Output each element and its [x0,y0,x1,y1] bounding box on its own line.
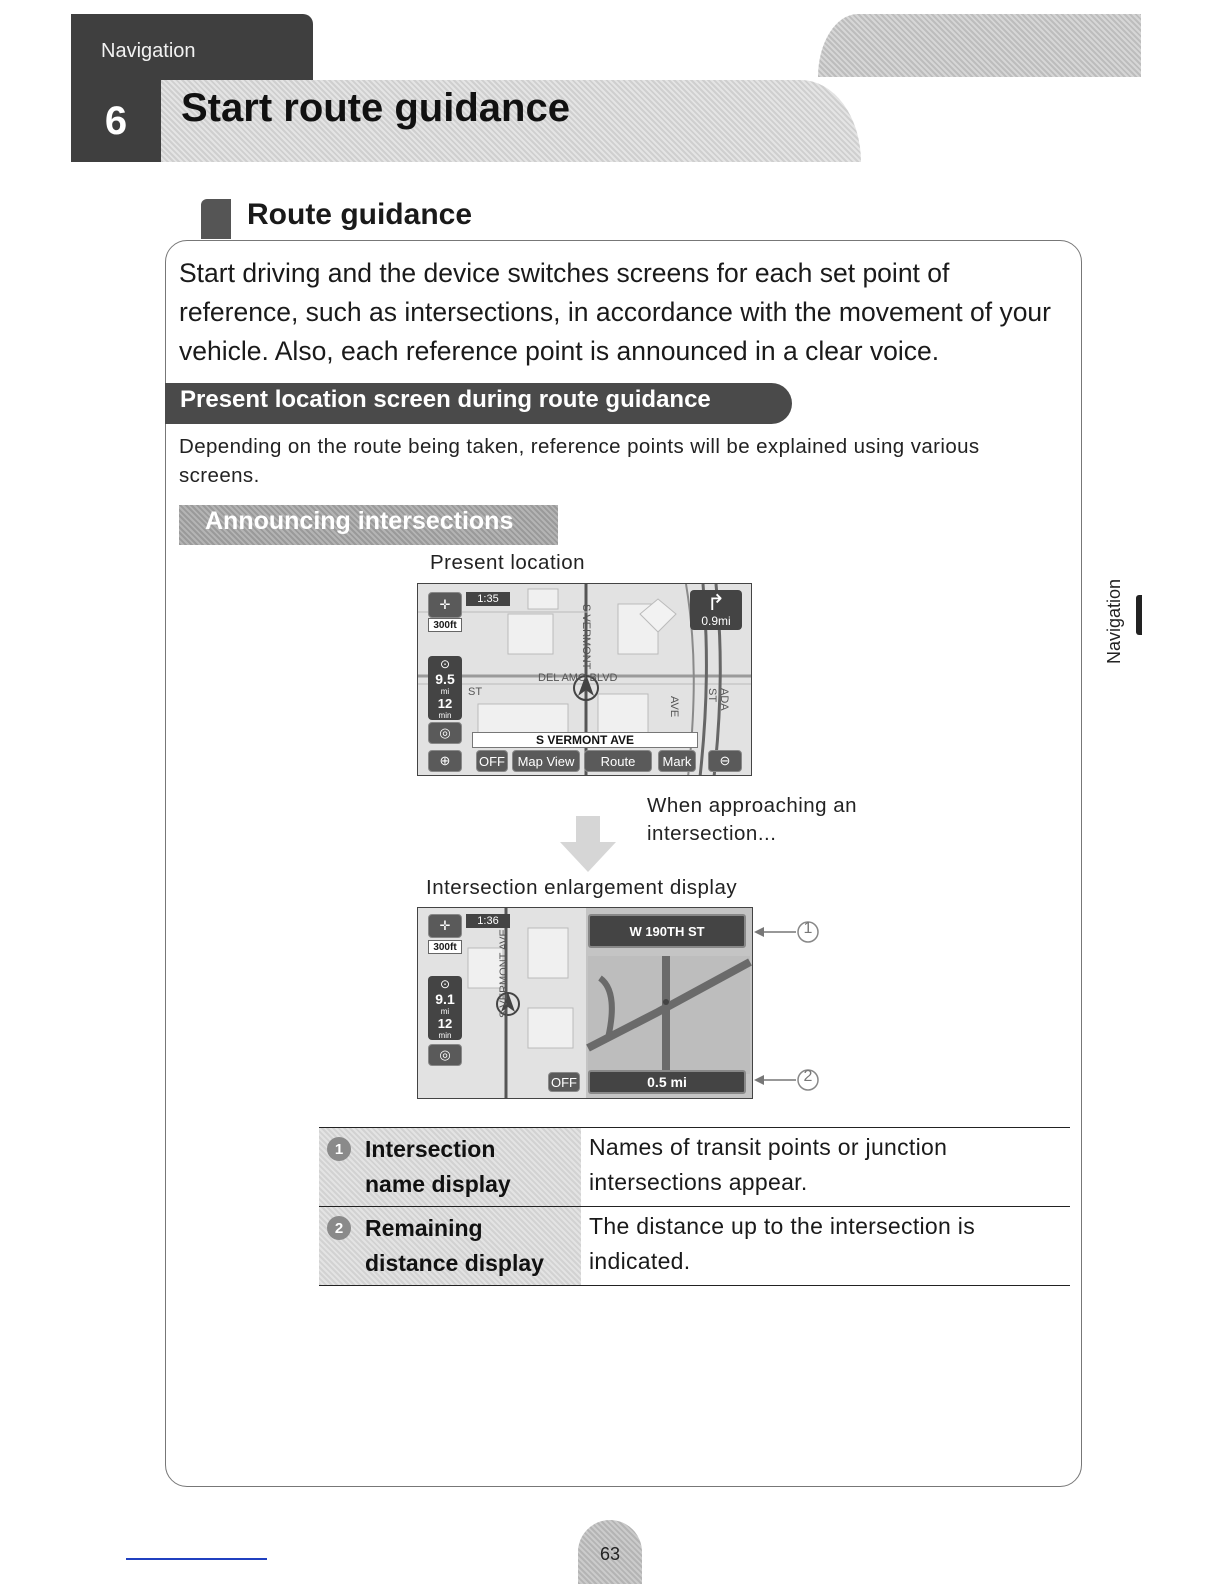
north-up-button[interactable] [428,592,462,618]
map-label: S VERMONT AVE [498,929,510,1018]
present-location-screen [417,583,752,776]
screen2-caption: Intersection enlargement display [426,876,738,899]
header-decor-right [818,14,1141,77]
zoom-out-icon: ⊖ [719,753,731,768]
map-scale: 300ft [428,618,462,632]
voice-button[interactable] [428,1044,462,1066]
remaining-time-value: 12 [437,1015,453,1031]
intersection-name-display: W 190TH ST [588,914,746,948]
section-marker [201,199,231,239]
section-title: Route guidance [247,198,473,231]
chapter-label: Navigation [101,40,196,62]
side-tab-marker [1136,595,1142,635]
table-row [319,1127,1070,1207]
map-label: ADA ST [706,688,730,711]
compass-icon: ✛ [439,918,451,933]
row-label-line2: name display [365,1171,511,1197]
map-label: ST [468,686,483,698]
callout-1-number: 1 [803,920,813,937]
map-view-button[interactable]: Map View [512,750,580,772]
topic-title: Announcing intersections [205,507,514,535]
destination-flag-icon: ⊙ [439,976,451,991]
distance-unit: mi [440,1006,450,1016]
remaining-distance-value: 9.5 [435,670,455,687]
clock: 1:35 [466,592,510,606]
clock: 1:36 [466,914,510,928]
destination-flag-icon: ⊙ [439,656,451,671]
page-number: 63 [599,1544,621,1564]
page-title: Start route guidance [181,86,570,130]
time-unit: min [438,710,452,720]
row-label-line2: distance display [365,1250,544,1276]
compass-icon: ✛ [439,597,451,612]
turn-right-arrow-icon: ↱ [706,590,726,615]
transition-caption: When approaching an intersection... [647,794,858,845]
row-label-line1: Intersection [365,1136,496,1162]
remaining-distance-display: 0.5 mi [588,1070,746,1094]
off-button[interactable]: OFF [548,1072,580,1092]
intersection-enlargement-screen [417,907,753,1099]
side-tab-label: Navigation [1104,578,1124,664]
remaining-distance-value: 9.1 [435,990,455,1007]
time-unit: min [438,1030,452,1040]
distance-time-panel [428,976,462,1040]
off-button[interactable]: OFF [476,750,508,772]
row-description: Names of transit points or junction intersections appear. [589,1134,948,1195]
map-label: AVE [668,696,680,718]
subsection-title: Present location screen during route guidance [180,386,711,413]
row-label [365,1211,544,1281]
row-number: 2 [327,1216,351,1240]
remaining-time-value: 12 [437,695,453,711]
speaker-icon: ◎ [439,1047,451,1062]
next-turn-panel [690,590,742,630]
callout-2-number: 2 [803,1068,813,1085]
intro-paragraph: Start driving and the device switches screens for each set point of reference, such as intersections, in accordance with the movement of your vehicle. Also, each reference point is announced in a clear voice. [179,258,1051,366]
voice-button[interactable] [428,722,462,744]
zoom-in-icon: ⊕ [439,753,451,768]
content-frame [165,240,1082,1487]
down-arrow-icon [556,812,620,876]
step-number: 6 [71,80,161,162]
distance-unit: mi [440,686,450,696]
zoom-out-button[interactable] [708,750,742,772]
subsection-intro: Depending on the route being taken, reference points will be explained using various screens. [179,435,980,487]
zoom-in-button[interactable] [428,750,462,772]
map-label: DEL AMO BLVD [538,672,618,684]
distance-time-panel [428,656,462,720]
row-label [365,1132,511,1202]
current-street-bar: S VERMONT AVE [472,732,698,748]
footer-rule [126,1558,267,1560]
route-button[interactable]: Route [584,750,652,772]
north-up-button[interactable] [428,914,462,938]
table-row-header [319,1128,581,1206]
map-scale: 300ft [428,940,462,954]
map-label: S VERMONT [580,604,592,670]
table-row [319,1207,1070,1286]
legend-table [319,1127,1070,1286]
row-description: The distance up to the intersection is indicated. [589,1213,976,1274]
mark-button[interactable]: Mark [658,750,696,772]
row-label-line1: Remaining [365,1215,483,1241]
row-number: 1 [327,1137,351,1161]
screen1-caption: Present location [430,551,586,574]
table-row-header [319,1207,581,1285]
turn-distance: 0.9mi [701,614,731,628]
speaker-icon: ◎ [439,725,451,740]
